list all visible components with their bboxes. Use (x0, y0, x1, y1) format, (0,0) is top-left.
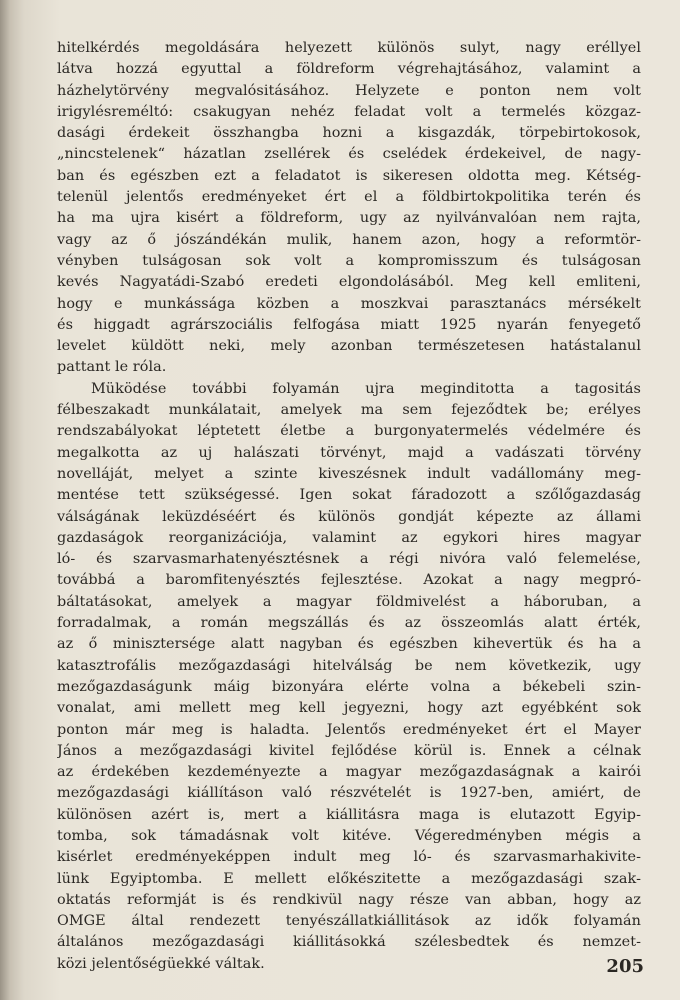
text-line: vényben tulságosan sok volt a kompromisszum és tulságosan (57, 252, 641, 269)
text-line: oktatás reformját is és rendkivül nagy része van abban, hogy az (57, 891, 641, 908)
text-line: mezőgazdaságunk máig bizonyára elérte volna a békebeli szin- (57, 678, 641, 695)
text-line: mentése tett szükségessé. Igen sokat fáradozott a szőlőgazdaság (57, 487, 641, 504)
text-line: tomba, sok támadásnak volt kitéve. Végeredményben mégis a (57, 827, 641, 844)
text-line: vagy az ő jószándékán mulik, hanem azon, hogy a reformtör- (57, 231, 641, 248)
text-line: katasztrofális mezőgazdasági hitelválság be nem következik, ugy (57, 657, 641, 674)
text-line: válságának leküzdéséért és különös gondját képezte az állami (57, 508, 641, 525)
text-line: ban és egészben ezt a feladatot is sikeresen oldotta meg. Kétség- (57, 167, 641, 184)
text-line: gazdaságok reorganizációja, valamint az egykori hires magyar (57, 529, 641, 546)
text-line: félbeszakadt munkálatait, amelyek ma sem fejeződtek be; erélyes (57, 402, 641, 419)
text-line: vonalat, ami mellett meg kell jegyezni, hogy azt egyébként sok (57, 700, 641, 717)
text-line: látva hozzá egyuttal a földreform végrehajtásához, valamint a (57, 61, 641, 78)
text-line: az érdekében kezdeményezte a magyar mezőgazdaságnak a kairói (57, 764, 641, 781)
text-line: továbbá a baromfitenyésztés fejlesztése. Azokat a nagy megpró- (57, 572, 641, 589)
text-line: forradalmak, a román megszállás és az összeomlás alatt érték, (57, 615, 641, 632)
page-number: 205 (606, 956, 644, 977)
text-line: lünk Egyiptomba. E mellett előkészitette a mezőgazdasági szak- (57, 870, 641, 887)
text-line: az ő minisztersége alatt nagyban és egészben kihevertük és ha a (57, 636, 641, 653)
text-line: mezőgazdasági kiállításon való részvételét is 1927-ben, amiért, de (57, 785, 641, 802)
text-line: Müködése további folyamán ujra meginditotta a tagositás (91, 380, 641, 397)
text-line: János a mezőgazdasági kivitel fejlődése körül is. Ennek a célnak (57, 742, 641, 759)
text-line: kevés Nagyatádi-Szabó eredeti elgondolásából. Meg kell emliteni, (57, 274, 641, 291)
text-line: és higgadt agrárszociális felfogása miatt 1925 nyarán fenyegető (57, 316, 641, 333)
text-line: ponton már meg is haladta. Jelentős eredményeket ért el Mayer (57, 721, 641, 738)
paragraph-1 (57, 38, 641, 379)
text-line: hitelkérdés megoldására helyezett különös sulyt, nagy eréllyel (57, 40, 641, 56)
text-line: báltatásokat, amelyek a magyar földmivelést a háboruban, a (57, 593, 641, 610)
text-line: telenül jelentős eredményeket ért el a földbirtokpolitika terén és (57, 189, 641, 206)
body-text (57, 38, 641, 975)
text-line: dasági érdekeit összhangba hozni a kisgazdák, törpebirtokosok, (57, 125, 641, 142)
text-line: hogy e munkássága közben a moszkvai parasztanács mérsékelt (57, 295, 641, 312)
text-line: novelláját, melyet a szinte kiveszésnek indult vadállomány meg- (57, 465, 641, 482)
text-line: kisérlet eredményeképpen indult meg ló- és szarvasmarhakivite- (57, 849, 641, 866)
text-line: házhelytörvény megvalósitásához. Helyzete e ponton nem volt (57, 82, 641, 99)
text-line: pattant le róla. (57, 359, 167, 376)
text-line: különösen azért is, mert a kiállitásra maga is elutazott Egyip- (57, 806, 641, 823)
text-line: rendszabályokat léptetett életbe a burgonyatermelés védelmére és (57, 423, 641, 440)
text-line: ló- és szarvasmarhatenyésztésnek a régi nivóra való felemelése, (57, 551, 641, 568)
text-line: közi jelentőségüekké váltak. (57, 955, 265, 972)
text-line: megalkotta az uj halászati törvényt, majd a vadászati törvény (57, 444, 641, 461)
text-line: „nincstelenek“ házatlan zsellérek és cselédek érdekeivel, de nagy- (57, 146, 641, 163)
text-line: irigylésreméltó: csakugyan nehéz feladat volt a termelés közgaz- (57, 103, 641, 120)
text-line: levelet küldött neki, mely azonban természetesen hatástalanul (57, 338, 641, 355)
text-line: általános mezőgazdasági kiállitásokká szélesbedtek és nemzet- (57, 934, 641, 951)
text-line: OMGE által rendezett tenyészállatkiállitások az idők folyamán (57, 913, 641, 930)
paragraph-2 (57, 379, 641, 975)
text-line: ha ma ujra kisért a földreform, ugy az nyilvánvalóan nem rajta, (57, 210, 641, 227)
